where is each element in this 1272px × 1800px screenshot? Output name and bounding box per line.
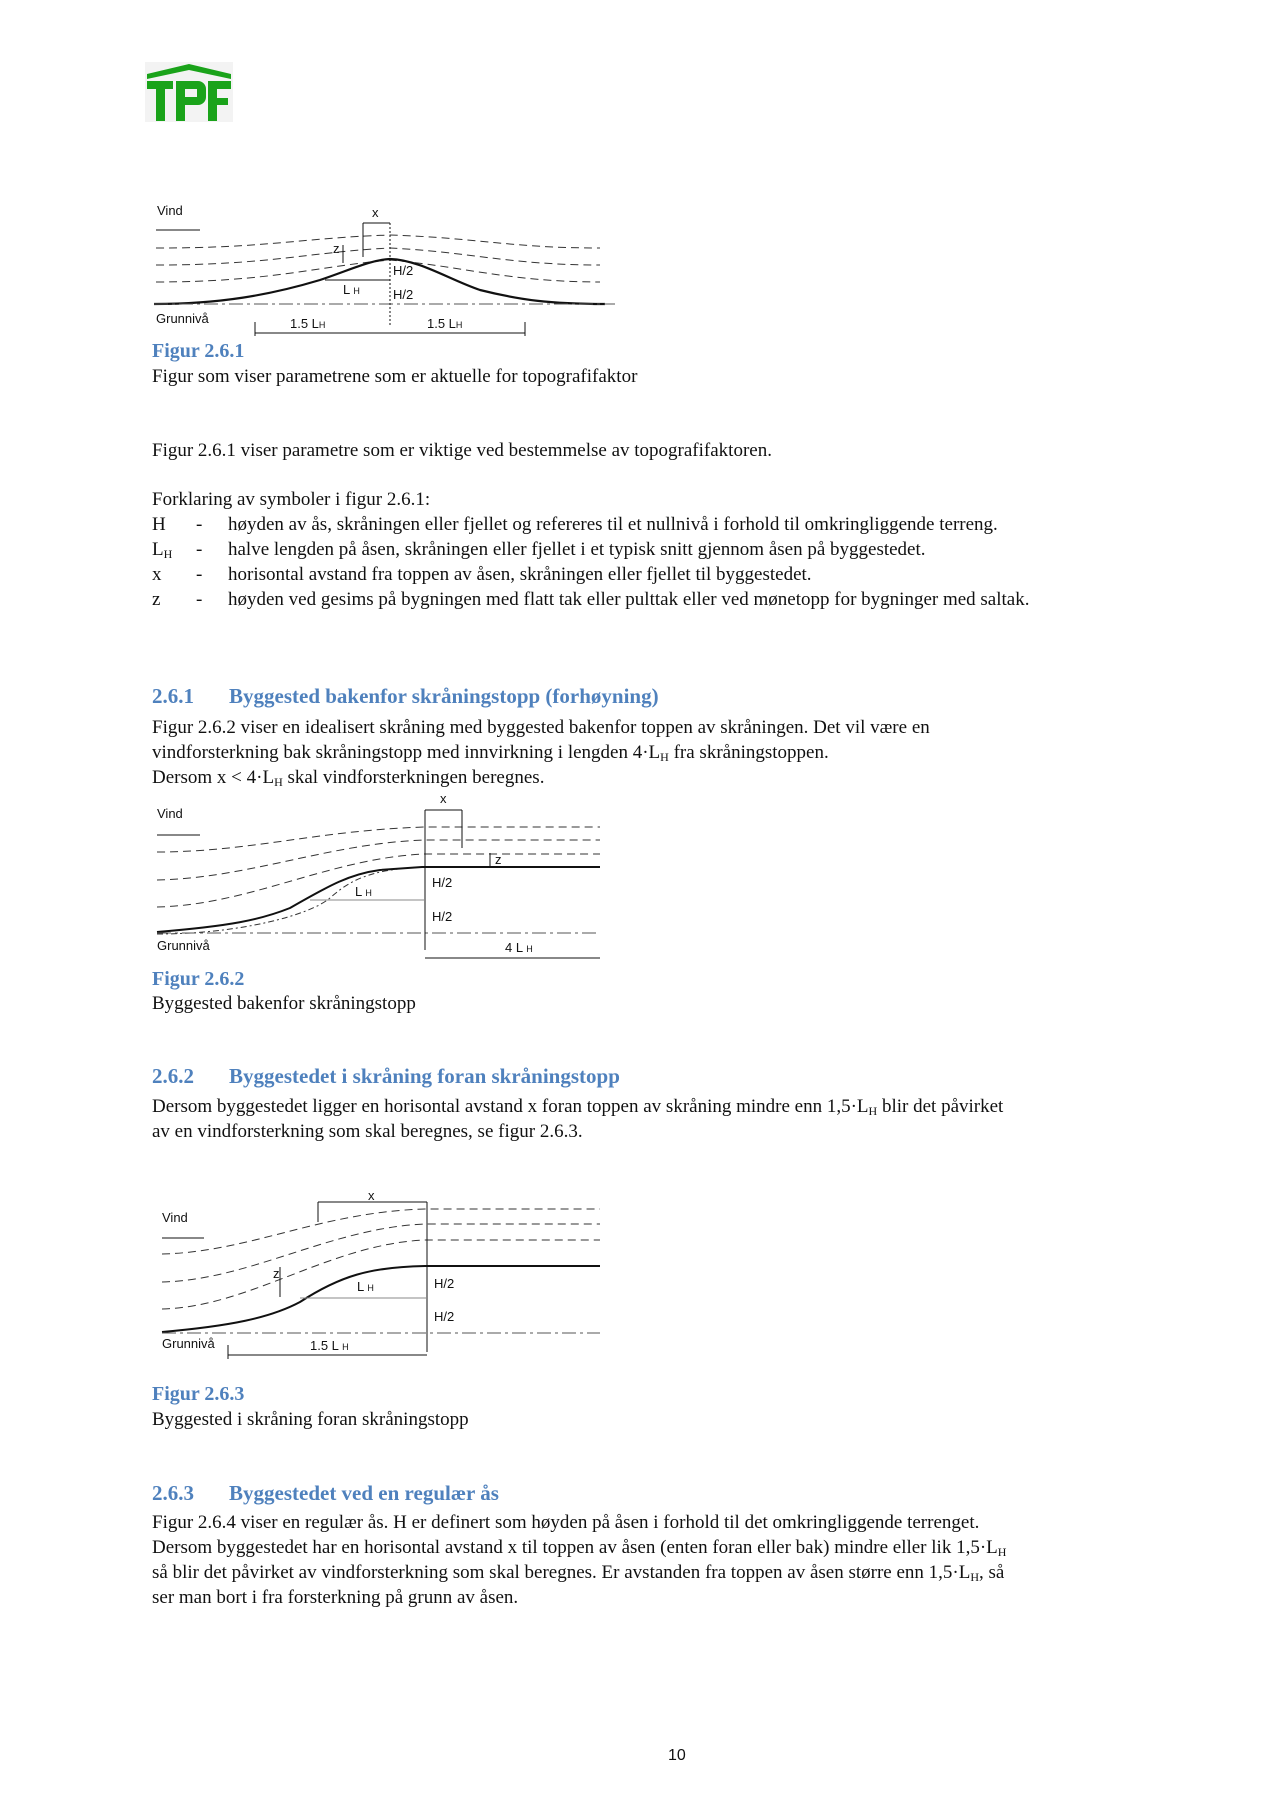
figure-2-6-1-diagram	[150, 200, 620, 345]
x-label: x	[368, 1192, 375, 1203]
dim-label: 1.5 LH	[427, 316, 463, 331]
paragraph-line: så blir det påvirket av vindforsterkning som skal beregnes. Er avstanden fra toppen av åsen større enn $1,5\cdot L_H$, så	[152, 1562, 1005, 1584]
streamline	[162, 1209, 600, 1254]
symbols-title: Forklaring av symboler i figur 2.6.1:	[152, 489, 431, 510]
figure-2-6-3-diagram	[150, 1192, 620, 1367]
h2-upper-label: H/2	[432, 875, 453, 890]
streamline	[156, 235, 600, 248]
dim-label: 4 L H	[505, 940, 533, 955]
paragraph-line: av en vindforsterkning som skal beregnes, se figur 2.6.3.	[152, 1121, 583, 1142]
intro-paragraph: Figur 2.6.1 viser parametre som er viktige ved bestemmelse av topografifaktoren.	[152, 440, 772, 461]
z-label: z	[333, 241, 340, 256]
paragraph-line: ser man bort i fra forsterkning på grunn av åsen.	[152, 1587, 519, 1608]
tpf-logo-graphic	[145, 62, 233, 122]
paragraph-line: Figur 2.6.4 viser en regulær ås. H er definert som høyden på åsen i forhold til det omkringliggende terrenget.	[152, 1512, 980, 1533]
slope-profile	[162, 1266, 600, 1332]
figure-caption: Figur som viser parametrene som er aktuelle for topografifaktor	[152, 366, 638, 387]
streamline	[157, 854, 600, 907]
figure-number: Figur 2.6.1	[152, 340, 245, 362]
section-heading-2-6-1: 2.6.1 Byggested bakenfor skråningstopp (forhøyning)	[152, 684, 659, 708]
z-label: z	[495, 852, 502, 867]
section-heading-2-6-3: 2.6.3 Byggestedet ved en regulær ås	[152, 1481, 499, 1505]
figure-2-6-2-diagram	[150, 790, 620, 965]
ground-label: Grunnivå	[157, 938, 210, 953]
h2-lower-label: H/2	[393, 287, 414, 302]
streamline	[156, 248, 600, 265]
section-heading-2-6-2: 2.6.2 Byggestedet i skråning foran skråningstopp	[152, 1064, 620, 1088]
dim-label: 1.5 LH	[290, 316, 326, 331]
paragraph-line: Dersom $x < 4\cdot L_H$ skal vindforsterkningen beregnes.	[152, 767, 545, 789]
paragraph-line: vindforsterkning bak skråningstopp med innvirkning i lengden $4\cdot L_H$ fra skråningstoppen.	[152, 742, 829, 764]
lh-label: L H	[343, 282, 360, 297]
h2-lower-label: H/2	[434, 1309, 455, 1324]
dim-label: 1.5 L H	[310, 1338, 349, 1353]
h2-lower-label: H/2	[432, 909, 453, 924]
h2-upper-label: H/2	[434, 1276, 455, 1291]
streamline	[162, 1240, 600, 1309]
paragraph-line: Dersom byggestedet ligger en horisontal avstand x foran toppen av skråning mindre enn $1,5\cdot L_H$ blir det påvirket	[152, 1096, 1004, 1118]
figure-caption: Byggested i skråning foran skråningstopp	[152, 1409, 469, 1430]
wind-label: Vind	[157, 203, 183, 218]
ground-label: Grunnivå	[162, 1336, 215, 1351]
lh-label: L H	[355, 884, 372, 899]
page-number: 10	[668, 1747, 686, 1764]
paragraph-line: Dersom byggestedet har en horisontal avstand x til toppen av åsen (enten foran eller bak) mindre eller lik $1,5\cdot L_H$	[152, 1537, 1007, 1559]
ground-label: Grunnivå	[156, 311, 209, 326]
x-label: x	[440, 791, 447, 806]
paragraph-line: Figur 2.6.2 viser en idealisert skråning med byggested bakenfor toppen av skråningen. Det vil være en	[152, 717, 930, 738]
streamline	[162, 1224, 600, 1282]
figure-number: Figur 2.6.2	[152, 968, 245, 990]
wind-label: Vind	[162, 1210, 188, 1225]
wind-label: Vind	[157, 806, 183, 821]
figure-number: Figur 2.6.3	[152, 1383, 245, 1405]
lh-label: L H	[357, 1279, 374, 1294]
streamline	[157, 840, 600, 880]
tpf-logo	[145, 62, 233, 122]
x-label: x	[372, 205, 379, 220]
h2-upper-label: H/2	[393, 263, 414, 278]
hill-profile	[154, 259, 605, 304]
z-label: z	[273, 1266, 280, 1281]
figure-caption: Byggested bakenfor skråningstopp	[152, 993, 416, 1014]
